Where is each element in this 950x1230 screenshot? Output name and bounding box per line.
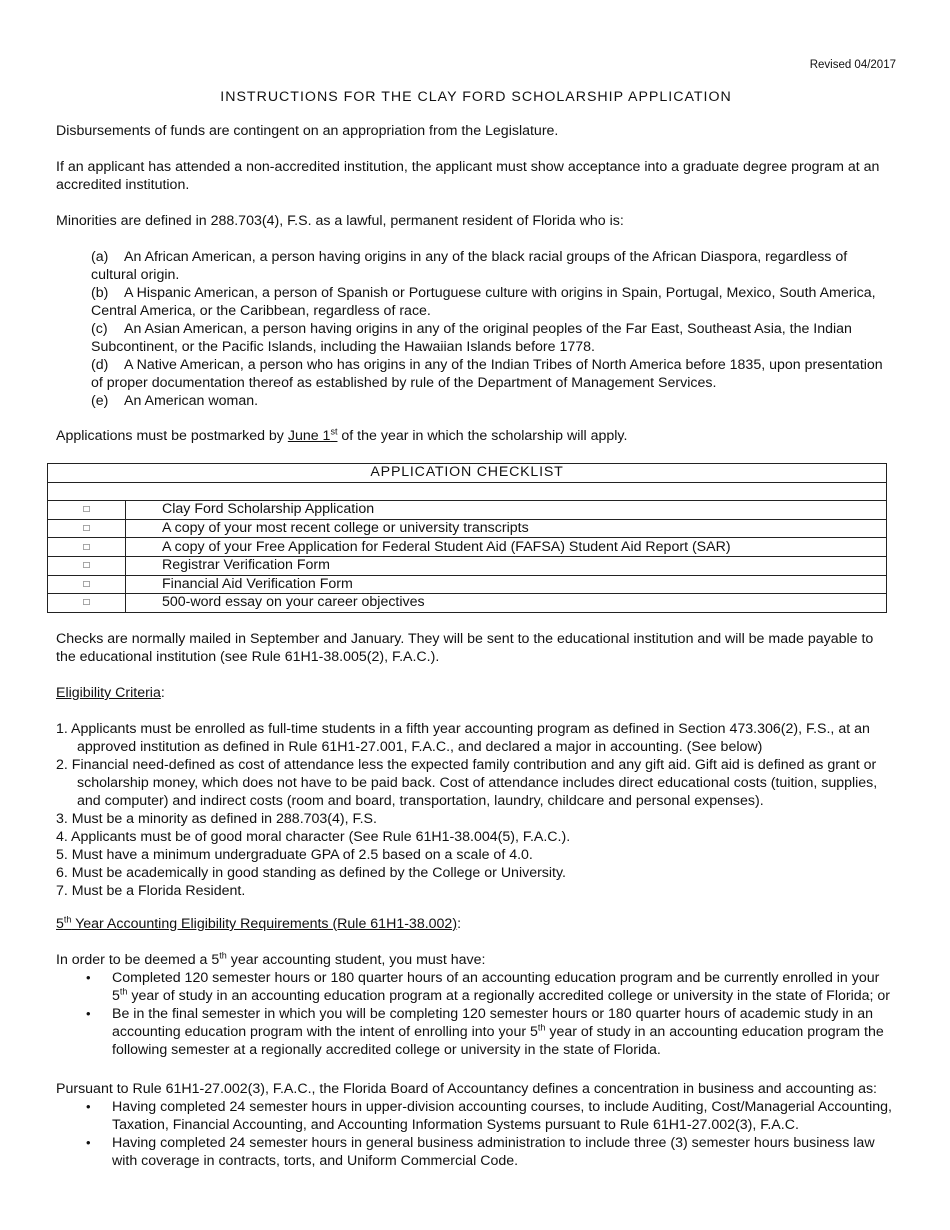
- accreditation-note: If an applicant has attended a non-accredited institution, the applicant must show acceptance into a graduate degree program at an accredited institution.: [56, 159, 880, 193]
- eligibility-item: 6. Must be academically in good standing as defined by the College or University.: [56, 865, 566, 881]
- fifth-year-bullets: [56, 969, 896, 1059]
- funding-disclaimer: Disbursements of funds are contingent on an appropriation from the Legislature.: [56, 123, 559, 139]
- checklist-item: Registrar Verification Form: [126, 556, 887, 575]
- bullet-item: • Be in the final semester in which you will be completing 120 semester hours or 180 quarter hours of academic study in an accounting education program with the intent of enrolling into your 5th year of study in an accounting education program the following semester at a regionally accredited college or university in the state of Florida.: [86, 1006, 884, 1058]
- checkbox-icon[interactable]: □: [48, 575, 126, 594]
- bullet-item: • Having completed 24 semester hours in general business administration to include three (3) semester hours business law with coverage in contracts, torts, and Uniform Commercial Code.: [86, 1135, 875, 1169]
- checklist-spacer-row: [48, 482, 887, 501]
- application-checklist: [47, 463, 887, 613]
- checkbox-icon[interactable]: □: [48, 556, 126, 575]
- bullet-icon: •: [86, 1006, 91, 1021]
- fifth-year-intro: In order to be deemed a 5th year accounting student, you must have:: [56, 950, 486, 968]
- page-title: INSTRUCTIONS FOR THE CLAY FORD SCHOLARSHIP APPLICATION: [220, 89, 732, 105]
- bullet-icon: •: [86, 1135, 91, 1150]
- minorities-definition: Minorities are defined in 288.703(4), F.S. as a lawful, permanent resident of Florida who is:: [56, 213, 624, 229]
- eligibility-heading: Eligibility Criteria:: [56, 685, 165, 701]
- eligibility-item: 3. Must be a minority as defined in 288.703(4), F.S.: [56, 811, 377, 827]
- eligibility-item: 5. Must have a minimum undergraduate GPA of 2.5 based on a scale of 4.0.: [56, 847, 533, 863]
- checklist-item: Clay Ford Scholarship Application: [126, 501, 887, 520]
- minority-item-c: (c) An Asian American, a person having origins in any of the original peoples of the Far East, Southeast Asia, the Indian Subcontinent, or the Pacific Islands, including the Hawaiian Islands before 1778.: [91, 321, 852, 355]
- bullet-item: • Completed 120 semester hours or 180 quarter hours of an accounting education program and be currently enrolled in your 5th year of study in an accounting education program at a regionally accredited college or university in the state of Florida; or: [86, 970, 891, 1004]
- checks-mailing-note: Checks are normally mailed in September and January. They will be sent to the educational institution and will be made payable to the educational institution (see Rule 61H1-38.005(2), F.A.C.).: [56, 631, 874, 665]
- minority-item-a: (a) An African American, a person having origins in any of the black racial groups of the African Diaspora, regardless of cultural origin.: [91, 249, 848, 283]
- checklist-row: [48, 501, 887, 520]
- deadline-note: Applications must be postmarked by June 1st of the year in which the scholarship will apply.: [56, 426, 628, 444]
- checklist-row: [48, 538, 887, 557]
- checklist-item: Financial Aid Verification Form: [126, 575, 887, 594]
- eligibility-item: 7. Must be a Florida Resident.: [56, 883, 246, 899]
- checklist-item: 500-word essay on your career objectives: [126, 594, 887, 613]
- checkbox-icon[interactable]: □: [48, 538, 126, 557]
- minority-item-d: (d) A Native American, a person who has origins in any of the Indian Tribes of North America before 1835, upon presentation of proper documentation thereof as established by rule of the Department of Management Services.: [91, 357, 883, 391]
- deadline-date: June 1st: [287, 426, 338, 444]
- minority-list: [91, 248, 896, 410]
- concentration-intro: Pursuant to Rule 61H1-27.002(3), F.A.C., the Florida Board of Accountancy defines a concentration in business and accounting as:: [56, 1081, 877, 1097]
- minority-item-e: (e) An American woman.: [91, 393, 259, 409]
- eligibility-list: [56, 720, 901, 900]
- checklist-row: [48, 575, 887, 594]
- checklist-row: [48, 519, 887, 538]
- concentration-bullets: [56, 1098, 896, 1170]
- checklist-item: A copy of your Free Application for Federal Student Aid (FAFSA) Student Aid Report (SAR): [126, 538, 887, 557]
- checklist-item: A copy of your most recent college or university transcripts: [126, 519, 887, 538]
- checkbox-icon[interactable]: □: [48, 519, 126, 538]
- checklist-header: APPLICATION CHECKLIST: [48, 464, 887, 483]
- minority-item-b: (b) A Hispanic American, a person of Spanish or Portuguese culture with origins in Spain, Portugal, Mexico, South America, Central America, or the Caribbean, regardless of race.: [91, 285, 876, 319]
- bullet-icon: •: [86, 970, 91, 985]
- fifth-year-heading: 5th Year Accounting Eligibility Requirements (Rule 61H1-38.002):: [56, 914, 462, 932]
- checklist-row: [48, 594, 887, 613]
- checklist-row: [48, 556, 887, 575]
- checkbox-icon[interactable]: □: [48, 501, 126, 520]
- revision-date: Revised 04/2017: [809, 59, 896, 71]
- eligibility-item: 2. Financial need-defined as cost of attendance less the expected family contribution and any gift aid. Gift aid is defined as grant or scholarship money, which does not have to be paid back. Cost of attendance includes direct educational costs (tuition, supplies, and computer) and indirect costs (room and board, transportation, laundry, childcare and personal expenses).: [56, 757, 878, 809]
- checkbox-icon[interactable]: □: [48, 594, 126, 613]
- eligibility-item: 1. Applicants must be enrolled as full-time students in a fifth year accounting program as defined in Section 473.306(2), F.S., at an approved institution as defined in Rule 61H1-27.001, F.A.C., and declared a major in accounting. (See below): [56, 721, 870, 755]
- bullet-item: • Having completed 24 semester hours in upper-division accounting courses, to include Auditing, Cost/Managerial Accounting, Taxation, Financial Accounting, and Accounting Information Systems pursuant to Rule 61H1-27.002(3), F.A.C.: [86, 1099, 892, 1133]
- bullet-icon: •: [86, 1099, 91, 1114]
- eligibility-item: 4. Applicants must be of good moral character (See Rule 61H1-38.004(5), F.A.C.).: [56, 829, 571, 845]
